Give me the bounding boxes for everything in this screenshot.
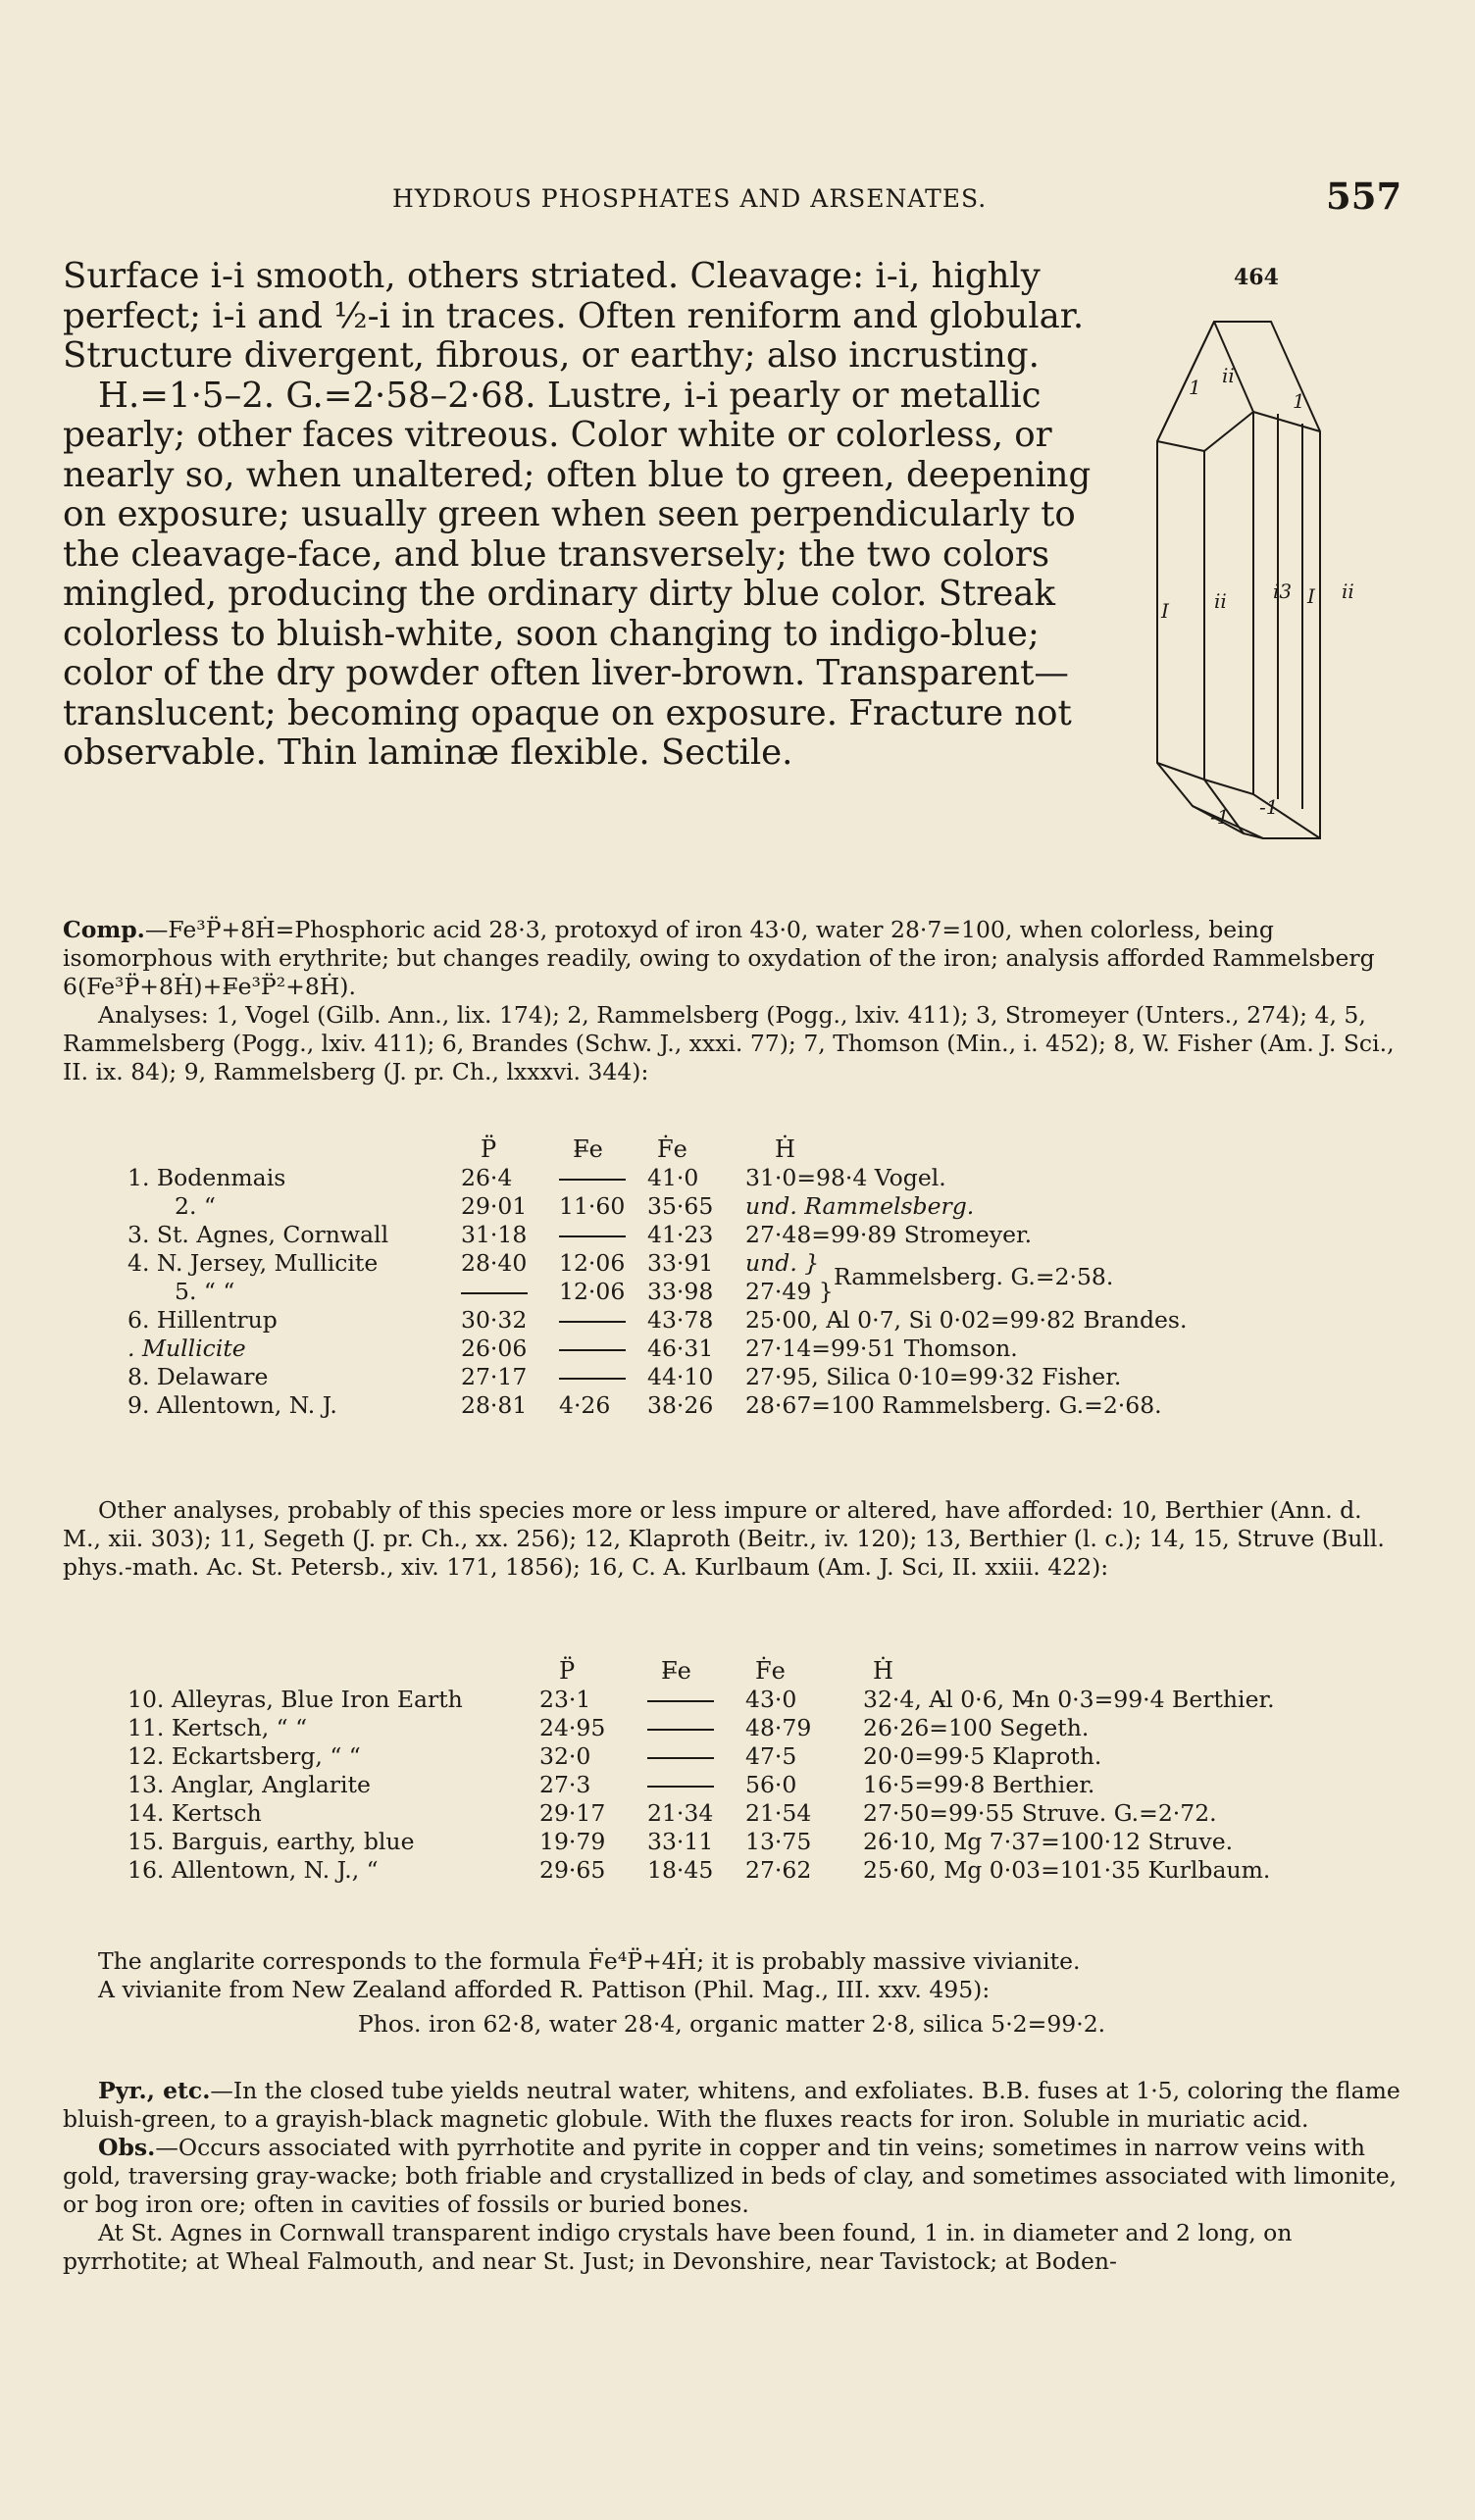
table-cell: [127, 1135, 461, 1164]
table-row: [127, 1799, 1451, 1828]
empty-value-dash: [559, 1179, 626, 1181]
table-cell: 5. “ “: [175, 1278, 235, 1305]
table-cell: 29·17: [539, 1799, 606, 1827]
table-cell: [647, 1771, 745, 1799]
table-cell: 38·26: [647, 1391, 714, 1419]
face-label: 1: [1189, 376, 1201, 399]
table-cell: 27·95, Silica 0·10=99·32 Fisher.: [745, 1363, 1122, 1390]
table-cell: [647, 1714, 745, 1742]
table-row: [127, 1192, 1412, 1221]
table-cell: 3. St. Agnes, Cornwall: [127, 1221, 389, 1248]
table-cell: 25·00, A̶l 0·7, Si 0·02=99·82 Brandes.: [745, 1306, 1188, 1334]
table-cell: 20·0=99·5 Klaproth.: [863, 1742, 1102, 1770]
table-cell: . Mullicite: [127, 1335, 246, 1362]
table-cell: 27·3: [539, 1771, 591, 1798]
table-row: [127, 1856, 1451, 1885]
table-cell: 41·0: [647, 1164, 699, 1191]
face-label: i3: [1273, 580, 1293, 603]
pyr-obs-block: [63, 2077, 1400, 2276]
table-cell: 28·81: [461, 1391, 528, 1419]
figure-number: 464: [1234, 265, 1279, 290]
table-cell: [559, 1164, 647, 1192]
table-cell: 10. Alleyras, Blue Iron Earth: [127, 1686, 463, 1713]
table-cell: 25·60, Mg 0·03=101·35 Kurlbaum.: [863, 1856, 1271, 1884]
table-cell: 48·79: [745, 1714, 812, 1741]
obs-label: Obs.: [98, 2134, 156, 2161]
table-row: [127, 1391, 1412, 1420]
table-cell: 47·5: [745, 1742, 797, 1770]
table-cell: 41·23: [647, 1221, 714, 1248]
table-cell: 24·95: [539, 1714, 606, 1741]
face-label: ii: [1214, 589, 1227, 613]
table-row: [127, 1363, 1412, 1391]
table-cell: 9. Allentown, N. J.: [127, 1391, 337, 1419]
comp-label: Comp.: [63, 916, 145, 943]
face-label: I: [1307, 584, 1315, 608]
table-cell: 11. Kertsch, “ “: [127, 1714, 308, 1741]
table-row: [127, 1686, 1451, 1714]
table-cell: 29·65: [539, 1856, 606, 1884]
table-cell: 16·5=99·8 Berthier.: [863, 1771, 1095, 1798]
table-cell: [647, 1742, 745, 1771]
table-cell: 2. “: [175, 1192, 216, 1220]
face-label: I: [1161, 599, 1169, 623]
page-number: 557: [1326, 175, 1402, 218]
empty-value-dash: [559, 1235, 626, 1237]
table-cell: 32·4, A̶l 0·6, M̶n 0·3=99·4 Berthier.: [863, 1686, 1275, 1713]
table-cell: 6. Hillentrup: [127, 1306, 278, 1334]
empty-value-dash: [559, 1321, 626, 1323]
crystal-edge: [1157, 322, 1214, 441]
table-cell: 18·45: [647, 1856, 714, 1884]
table-cell: [127, 1657, 539, 1686]
table-cell: [559, 1306, 647, 1335]
comp-text: —Fe³P̈+8Ḣ=Phosphoric acid 28·3, protoxyd of iron 43·0, water 28·7=100, when colorless, being isomorphous with erythrite; but changes readily, owing to oxydation of the iron; analysis afforded Rammelsberg 6(Fe³P̈+8Ḣ)+F̶e³P̈²+8Ḣ).: [63, 916, 1375, 1000]
table-cell: 46·31: [647, 1335, 714, 1362]
table-cell: 33·91: [647, 1249, 714, 1277]
empty-value-dash: [647, 1757, 714, 1759]
table-cell: 43·0: [745, 1686, 797, 1713]
other-analyses-table: [127, 1657, 1451, 1885]
table-row: [127, 1742, 1451, 1771]
table-cell: 15. Barguis, earthy, blue: [127, 1828, 415, 1855]
table-row: [127, 1771, 1451, 1799]
empty-value-dash: [647, 1786, 714, 1788]
new-zealand-result: Phos. iron 62·8, water 28·4, organic matter 2·8, silica 5·2=99·2.: [357, 2010, 1106, 2038]
col-header: F̶e: [573, 1135, 603, 1163]
table-cell: 13·75: [745, 1828, 812, 1855]
table-row: [127, 1828, 1451, 1856]
table-cell: [461, 1278, 559, 1306]
table-cell: 4·26: [559, 1391, 611, 1419]
table-header-row: [127, 1135, 1412, 1164]
table-cell: 27·50=99·55 Struve. G.=2·72.: [863, 1799, 1217, 1827]
table-cell: 31·0=98·4 Vogel.: [745, 1164, 946, 1191]
table-row: [127, 1249, 1412, 1278]
table-header-row: [127, 1657, 1451, 1686]
table-cell: 35·65: [647, 1192, 714, 1220]
table-row: [127, 1164, 1412, 1192]
table-cell: 23·1: [539, 1686, 591, 1713]
face-label: -1: [1210, 805, 1230, 829]
running-title: HYDROUS PHOSPHATES AND ARSENATES.: [392, 184, 988, 213]
table-cell: 32·0: [539, 1742, 591, 1770]
table-cell: 27·17: [461, 1363, 528, 1390]
table-cell: [559, 1221, 647, 1249]
col-header: Ḟe: [755, 1657, 786, 1685]
new-zealand-note: A vivianite from New Zealand afforded R. Pattison (Phil. Mag., III. xxv. 495):: [98, 1976, 991, 2003]
table-cell: 13. Anglar, Anglarite: [127, 1771, 371, 1798]
table-cell: 11·60: [559, 1192, 626, 1220]
table-cell: 28·40: [461, 1249, 528, 1277]
col-header: F̶e: [661, 1657, 691, 1685]
face-label: ii: [1342, 580, 1354, 603]
table-cell: 27·62: [745, 1856, 812, 1884]
table-cell: [559, 1335, 647, 1363]
table-cell: 27·14=99·51 Thomson.: [745, 1335, 1018, 1362]
table-cell: 26·26=100 Segeth.: [863, 1714, 1090, 1741]
col-header: Ḣ: [775, 1135, 795, 1163]
description-para-1: Surface i-i smooth, others striated. Cleavage: i-i, highly perfect; i-i and ½-i in traces. Often reniform and globular. Structure divergent, fibrous, or earthy; also incrusting.: [63, 256, 1085, 376]
analyses-sources: Analyses: 1, Vogel (Gilb. Ann., lix. 174); 2, Rammelsberg (Pogg., lxiv. 411); 3, Stromeyer (Unters., 274); 4, 5, Rammelsberg (Pogg., lxiv. 411); 6, Brandes (Schw. J., xxxi. 77); 7, Thomson (Min., i. 452); 8, W. Fisher (Am. J. Sci., II. ix. 84); 9, Rammelsberg (J. pr. Ch., lxxxvi. 344):: [63, 1001, 1395, 1085]
pyr-label: Pyr., etc.: [98, 2077, 211, 2104]
table-cell: 8. Delaware: [127, 1363, 269, 1390]
description-block: [63, 257, 1102, 774]
brace-note: Rammelsberg. G.=2·58.: [834, 1263, 1114, 1290]
table-cell: 56·0: [745, 1771, 797, 1798]
post-table-notes: [63, 1947, 1400, 2039]
table-cell: 29·01: [461, 1192, 528, 1220]
col-header: P̈: [481, 1135, 497, 1163]
face-label: 1: [1293, 389, 1305, 413]
table-cell: und. } 27·49 } Rammelsberg. G.=2·58.: [745, 1249, 1114, 1305]
table-row: [127, 1714, 1451, 1742]
table-cell: 21·34: [647, 1799, 714, 1827]
empty-value-dash: [461, 1292, 528, 1294]
table-cell: 31·18: [461, 1221, 528, 1248]
table-cell: [647, 1686, 745, 1714]
table-cell: 28·67=100 Rammelsberg. G.=2·68.: [745, 1391, 1162, 1419]
table-cell: [559, 1363, 647, 1391]
table-cell: 43·78: [647, 1306, 714, 1334]
table-cell: 27·48=99·89 Stromeyer.: [745, 1221, 1033, 1248]
empty-value-dash: [559, 1349, 626, 1351]
table-cell: 33·11: [647, 1828, 714, 1855]
table-cell: und. Rammelsberg.: [745, 1192, 975, 1220]
table-cell: 4. N. Jersey, Mullicite: [127, 1249, 379, 1277]
table-cell: 12·06: [559, 1278, 626, 1305]
crystal-edge: [1157, 412, 1253, 451]
table-row: [127, 1306, 1412, 1335]
table-cell: 19·79: [539, 1828, 606, 1855]
table-cell: 21·54: [745, 1799, 812, 1827]
obs-text: —Occurs associated with pyrrhotite and pyrite in copper and tin veins; sometimes in narrow veins with gold, traversing gray-wacke; both friable and crystallized in beds of clay, and sometimes associated with limonite, or bog iron ore; often in cavities of fossils or buried bones.: [63, 2134, 1398, 2218]
table-cell: 33·98: [647, 1278, 714, 1305]
analyses-table: [127, 1135, 1412, 1420]
description-para-2: H.=1·5–2. G.=2·58–2·68. Lustre, i-i pearly or metallic pearly; other faces vitreous. Color white or colorless, or nearly so, when unaltered; often blue to green, deepening on exposure; usually green when seen perpendicularly to the cleavage-face, and blue transversely; the two colors mingled, producing the ordinary dirty blue color. Streak colorless to bluish-white, soon changing to indigo-blue; color of the dry powder often liver-brown. Transparent—translucent; becoming opaque on exposure. Fracture not observable. Thin laminæ flexible. Sectile.: [63, 375, 1092, 773]
other-analyses: Other analyses, probably of this species more or less impure or altered, have afforded: 10, Berthier (Ann. d. M., xii. 303); 11, Segeth (J. pr. Ch., xx. 256); 12, Klaproth (Beitr., iv. 120); 13, Berthier (l. c.); 14, 15, Struve (Bull. phys.-math. Ac. St. Petersb., xiv. 171, 1856); 16, C. A. Kurlbaum (Am. J. Sci, II. xxiii. 422):: [63, 1496, 1385, 1581]
face-label: ii: [1222, 364, 1235, 387]
table-row: [127, 1335, 1412, 1363]
col-header: P̈: [559, 1657, 576, 1685]
table-cell: 26·06: [461, 1335, 528, 1362]
table-cell: 14. Kertsch: [127, 1799, 262, 1827]
st-agnes-note: At St. Agnes in Cornwall transparent indigo crystals have been found, 1 in. in diameter and 2 long, on pyrrhotite; at Wheal Falmouth, and near St. Just; in Devonshire, near Tavistock; at Boden-: [63, 2219, 1293, 2275]
col-header: Ḣ: [873, 1657, 893, 1685]
crystal-figure: [1145, 304, 1381, 863]
anglarite-note: The anglarite corresponds to the formula Ḟe⁴P̈+4Ḣ; it is probably massive vivianite.: [98, 1947, 1081, 1975]
empty-value-dash: [647, 1729, 714, 1731]
composition-block: [63, 916, 1400, 1086]
pyr-text: —In the closed tube yields neutral water, whitens, and exfoliates. B.B. fuses at 1·5, coloring the flame bluish-green, to a grayish-black magnetic globule. With the fluxes reacts for iron. Soluble in muriatic acid.: [63, 2077, 1400, 2133]
table-cell: 26·4: [461, 1164, 513, 1191]
empty-value-dash: [559, 1378, 626, 1380]
table-cell: 1. Bodenmais: [127, 1164, 286, 1191]
empty-value-dash: [647, 1700, 714, 1702]
table-cell: 12. Eckartsberg, “ “: [127, 1742, 361, 1770]
table-cell: 30·32: [461, 1306, 528, 1334]
table-cell: 16. Allentown, N. J., “: [127, 1856, 379, 1884]
col-header: Ḟe: [657, 1135, 687, 1163]
table-row: [127, 1221, 1412, 1249]
table-cell: 12·06: [559, 1249, 626, 1277]
table-cell: 44·10: [647, 1363, 714, 1390]
face-label: -1: [1259, 795, 1279, 819]
table-cell: 26·10, Mg 7·37=100·12 Struve.: [863, 1828, 1234, 1855]
